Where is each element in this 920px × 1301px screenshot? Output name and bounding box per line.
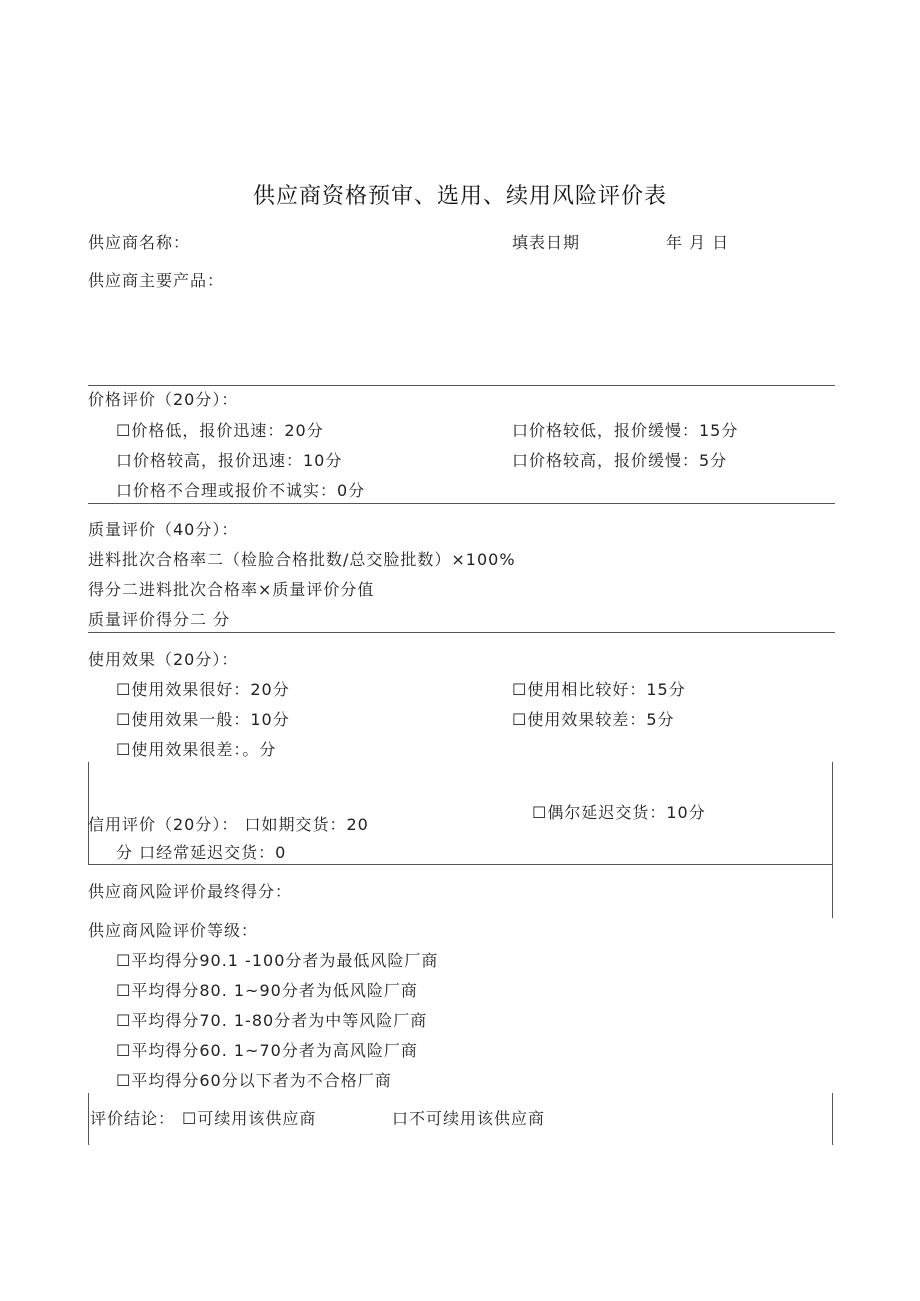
quality-formula-score: 得分二进料批次合格率×质量评价分值 (88, 580, 375, 599)
final-score-label: 供应商风险评价最终得分： (88, 882, 293, 901)
section-divider (88, 864, 833, 865)
price-option-high-slow[interactable]: 口价格较高，报价缓慢：5分 (512, 451, 728, 470)
page-title: 供应商资格预审、选用、续用风险评价表 (252, 184, 667, 209)
supplier-name-label: 供应商名称： (88, 233, 191, 252)
price-option-lower-slow[interactable]: 口价格较低，报价缓慢：15分 (512, 421, 739, 440)
usage-option-very-good[interactable]: ☐使用效果很好：20分 (116, 680, 290, 699)
risk-option-high[interactable]: ☐平均得分60. 1~70分者为高风险厂商 (116, 1041, 418, 1060)
price-option-unreasonable[interactable]: 口价格不合理或报价不诚实：0分 (116, 481, 366, 500)
conclusion-box-right-border (832, 1093, 833, 1145)
usage-option-poor[interactable]: ☐使用效果较差：5分 (512, 710, 675, 729)
credit-option-occasional-delay[interactable]: ☐偶尔延迟交货：10分 (532, 803, 706, 822)
section-divider (88, 632, 835, 633)
fill-date-label: 填表日期 (512, 233, 581, 252)
credit-box-left-border (88, 762, 89, 865)
risk-option-lowest[interactable]: ☐平均得分90.1 -100分者为最低风险厂商 (116, 951, 439, 970)
credit-line-2: 分 口经常延迟交货：0 (116, 843, 287, 862)
usage-option-good[interactable]: ☐使用相比较好：15分 (512, 680, 686, 699)
conclusion-box-left-border (88, 1093, 89, 1145)
conclusion-label: 评价结论： (90, 1109, 176, 1128)
main-products-label: 供应商主要产品： (88, 271, 225, 290)
risk-option-unqualified[interactable]: ☐平均得分60分以下者为不合格厂商 (116, 1071, 392, 1090)
date-ymd: 年 月 日 (666, 233, 730, 252)
conclusion-option-continue[interactable]: ☐可续用该供应商 (182, 1109, 317, 1128)
risk-level-heading: 供应商风险评价等级： (88, 921, 259, 940)
section-divider (88, 503, 835, 504)
price-heading: 价格评价（20分）： (88, 390, 239, 409)
usage-heading: 使用效果（20分）： (88, 650, 239, 669)
price-option-high-fast[interactable]: 口价格较高，报价迅速：10分 (116, 451, 343, 470)
usage-option-average[interactable]: ☐使用效果一般：10分 (116, 710, 290, 729)
credit-line-1: 信用评价（20分）： 口如期交货：20 (88, 815, 369, 834)
section-divider (88, 385, 835, 386)
credit-box-right-border (832, 762, 833, 918)
risk-option-low[interactable]: ☐平均得分80. 1~90分者为低风险厂商 (116, 981, 418, 1000)
quality-formula-rate: 进料批次合格率二（检脸合格批数/总交脸批数）×100% (88, 550, 516, 569)
quality-score-field: 质量评价得分二 分 (88, 610, 231, 629)
price-option-low-fast[interactable]: ☐价格低，报价迅速：20分 (116, 421, 324, 440)
quality-heading: 质量评价（40分）： (88, 520, 239, 539)
conclusion-option-discontinue[interactable]: 口不可续用该供应商 (392, 1109, 546, 1128)
usage-option-very-poor[interactable]: ☐使用效果很差：。分 (116, 740, 277, 759)
risk-option-medium[interactable]: ☐平均得分70. 1-80分者为中等风险厂商 (116, 1011, 428, 1030)
